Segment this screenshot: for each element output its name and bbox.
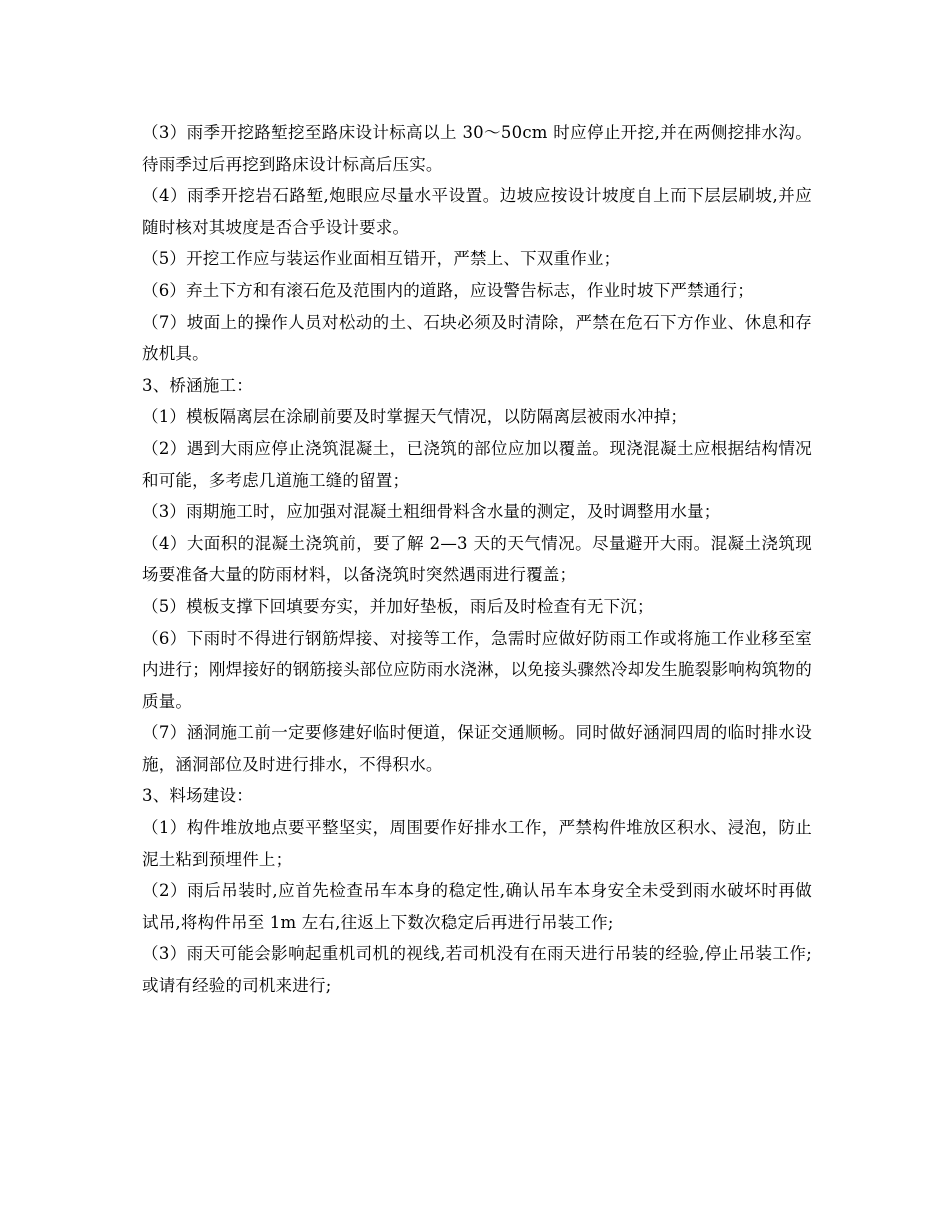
rainy-excavation-item-6: （6）弃土下方和有滚石危及范围内的道路，应设警告标志，作业时坡下严禁通行； (142, 280, 754, 300)
section-heading-material-yard: 3、料场建设： (142, 786, 253, 806)
bridge-item-5: （5）模板支撑下回填要夯实，并加好垫板，雨后及时检查有无下沉； (142, 596, 654, 616)
bridge-item-2: （2）遇到大雨应停止浇筑混凝土，已浇筑的部位应加以覆盖。现浇混凝土应根据结构情况和可能，多考虑几道施工缝的留置； (142, 438, 812, 490)
rainy-excavation-item-4: （4）雨季开挖岩石路堑,炮眼应尽量水平设置。边坡应按设计坡度自上而下层层刷坡,并应随时核对其坡度是否合乎设计要求。 (142, 186, 812, 237)
rainy-excavation-item-7: （7）坡面上的操作人员对松动的土、石块必须及时清除，严禁在危石下方作业、休息和存放机具。 (142, 312, 812, 364)
bridge-item-7: （7）涵洞施工前一定要修建好临时便道，保证交通顺畅。同时做好涵洞四周的临时排水设施，涵洞部位及时进行排水，不得积水。 (142, 723, 812, 774)
bridge-item-4: （4）大面积的混凝土浇筑前，要了解 2—3 天的天气情况。尽量避开大雨。混凝土浇筑现场要准备大量的防雨材料，以备浇筑时突然遇雨进行覆盖； (142, 533, 812, 585)
yard-item-3: （3）雨天可能会影响起重机司机的视线,若司机没有在雨天进行吊装的经验,停止吊装工作;或请有经验的司机来进行; (142, 944, 812, 996)
document-body (142, 117, 812, 1002)
bridge-item-6: （6）下雨时不得进行钢筋焊接、对接等工作，急需时应做好防雨工作或将施工作业移至室内进行；刚焊接好的钢筋接头部位应防雨水浇淋，以免接头骤然冷却发生脆裂影响构筑物的质量。 (142, 628, 812, 711)
bridge-item-1: （1）模板隔离层在涂刷前要及时掌握天气情况，以防隔离层被雨水冲掉； (142, 407, 688, 427)
section-heading-bridge-culvert: 3、桥涵施工： (142, 375, 253, 395)
yard-item-2: （2）雨后吊装时,应首先检查吊车本身的稳定性,确认吊车本身安全未受到雨水破坏时再做试吊,将构件吊至 1m 左右,往返上下数次稳定后再进行吊装工作; (142, 881, 812, 932)
rainy-excavation-item-3: （3）雨季开挖路堑挖至路床设计标高以上 30～50cm 时应停止开挖,并在两侧挖排水沟。待雨季过后再挖到路床设计标高后压实。 (142, 123, 812, 174)
bridge-item-3: （3）雨期施工时，应加强对混凝土粗细骨料含水量的测定，及时调整用水量； (142, 502, 721, 522)
rainy-excavation-item-5: （5）开挖工作应与装运作业面相互错开，严禁上、下双重作业； (142, 249, 621, 269)
yard-item-1: （1）构件堆放地点要平整坚实，周围要作好排水工作，严禁构件堆放区积水、浸泡，防止泥土粘到预埋件上； (142, 818, 812, 869)
